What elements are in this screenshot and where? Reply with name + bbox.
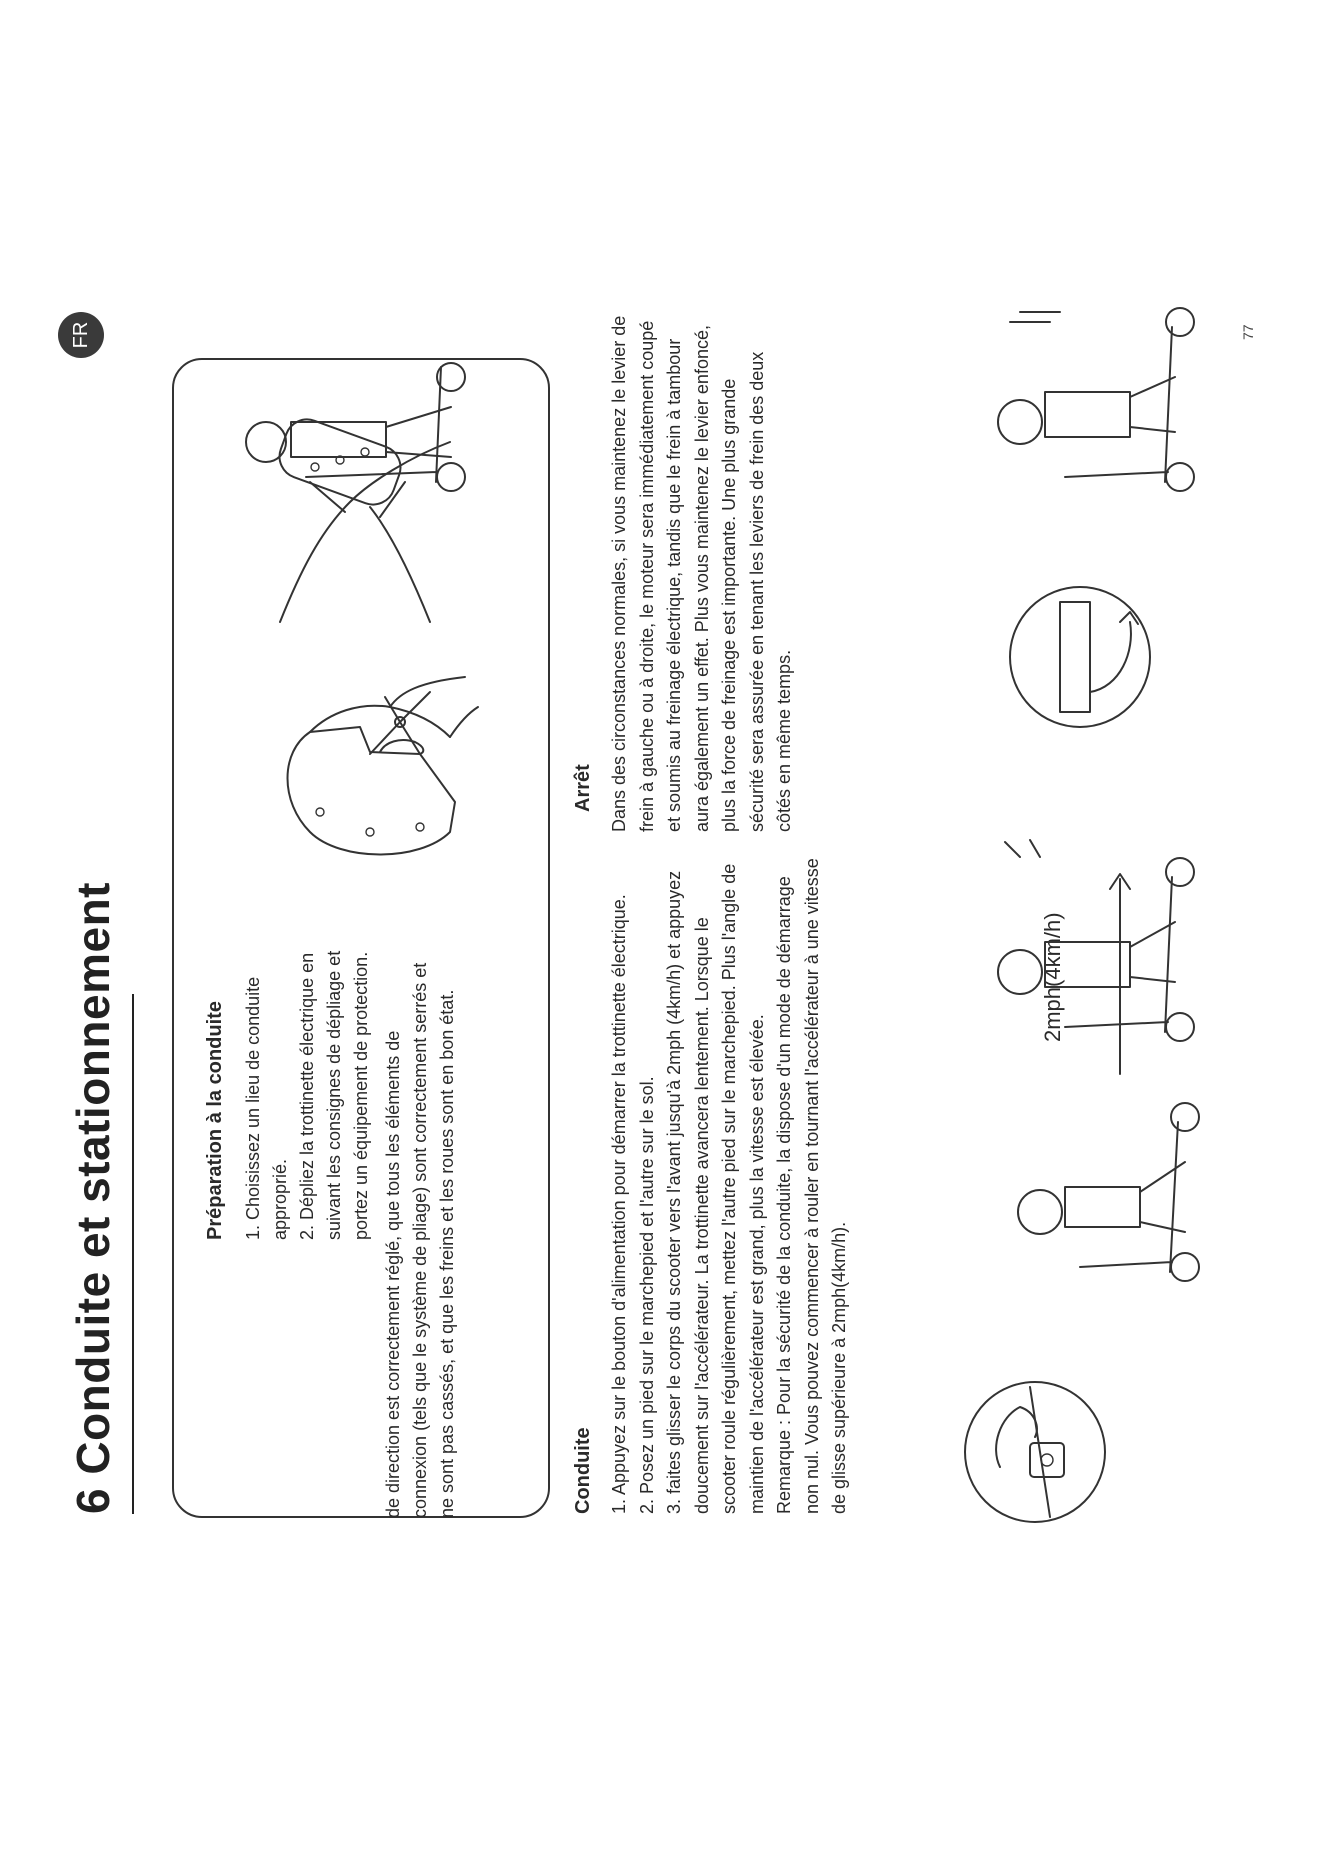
brake-lever-illustration — [1000, 582, 1160, 732]
conduite-title: Conduite — [572, 1427, 594, 1514]
throttle-hand-illustration — [960, 1377, 1110, 1527]
preparation-title: Préparation à la conduite — [204, 1001, 226, 1240]
preparation-step-2: 2. Dépliez la trottinette électrique en suivant les consignes de dépliage et portez un équipement de protection. — [297, 950, 371, 1240]
speed-label: 2mph(4km/h) — [1040, 912, 1065, 1042]
conduite-note: Remarque : Pour la sécurité de la conduite, la dispose d'un mode de démarrage non nul. Vous pouvez commencer à rouler en tournant l'accélérateur à une vitesse de glisse supérieure à 2mph(4km/h). — [774, 858, 849, 1514]
conduite-paragraph-3: 3. faites glisser le corps du scooter vers l'avant jusqu'à 2mph (4km/h) et appuyez doucement sur l'accélérateur. La trottinette avancera lentement. Lorsque le scooter roule régulièrement, mettez l'autre pied sur le marchepied. Plus l'angle de maintien de l'accélérateur est grand, plus la vitesse est élevée. — [664, 863, 767, 1514]
title-underline — [132, 994, 134, 1514]
conduite-paragraph-1: 1. Appuyez sur le bouton d'alimentation pour démarrer la trottinette électrique. — [609, 894, 629, 1514]
conduite-text — [606, 854, 854, 1514]
preparation-steps — [240, 900, 375, 1240]
page-number: 77 — [1240, 324, 1256, 340]
rider-accelerating-illustration — [980, 832, 1200, 1072]
page-title: 6 Conduite et stationnement — [67, 882, 119, 1514]
rider-on-scooter-illustration — [236, 352, 476, 502]
arret-text — [606, 312, 799, 832]
rider-pushing-illustration — [1000, 1072, 1200, 1312]
helmet-illustration — [250, 672, 480, 872]
rider-braking-illustration — [980, 282, 1200, 522]
arret-title: Arrêt — [572, 764, 594, 812]
preparation-step-1: 1. Choisissez un lieu de conduite approprié. — [243, 976, 290, 1240]
conduite-paragraph-2: 2. Posez un pied sur le marchepied et l'autre sur le sol. — [636, 1076, 657, 1514]
preparation-check-text: de direction est correctement réglé, que tous les éléments de connexion (tels que le système de pliage) sont correctement serrés et ne sont pas cassés, et que les freins et les roues sont en bon état. — [383, 962, 457, 1518]
language-badge: FR — [58, 312, 104, 358]
arret-paragraph: Dans des circonstances normales, si vous maintenez le levier de frein à gauche ou à droite, le moteur sera immédiatement coupé et soumis au freinage électrique, tandis que le frein à tambour aura également un effet. Plus vous maintenez le levier enfoncé, plus la force de freinage est importante. Une plus grande sécurité sera assurée en tenant les leviers de frein des deux côtés en même temps. — [609, 315, 794, 832]
